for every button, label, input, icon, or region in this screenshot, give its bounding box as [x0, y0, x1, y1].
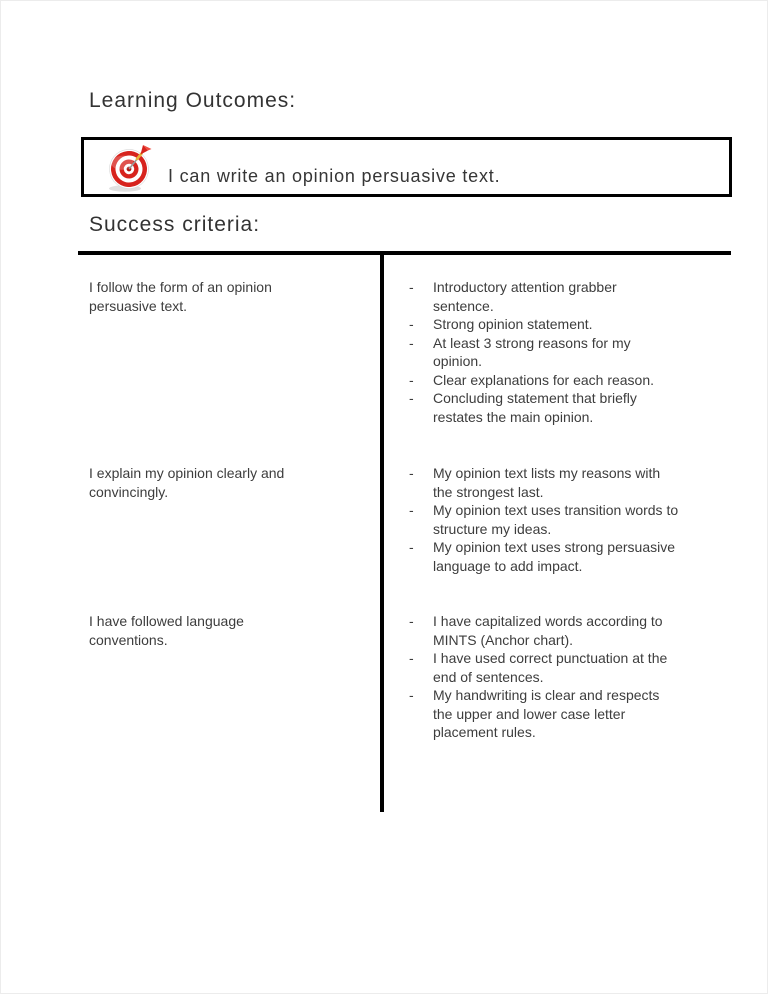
detail-text: My opinion text lists my reasons with the strongest last. — [433, 465, 661, 500]
list-item — [409, 538, 731, 575]
list-item — [409, 464, 731, 501]
criterion-cell — [78, 255, 380, 315]
dash-bullet: - — [409, 334, 414, 351]
details-cell — [380, 612, 731, 742]
detail-text: Strong opinion statement. — [433, 316, 593, 332]
list-item — [409, 501, 731, 538]
detail-text: Clear explanations for each reason. — [433, 371, 655, 388]
list-item — [409, 371, 731, 390]
dash-bullet: - — [409, 316, 414, 332]
criterion-text: I explain my opinion clearly and convincingly. — [89, 465, 285, 500]
dash-bullet: - — [409, 390, 414, 406]
learning-outcomes-heading: Learning Outcomes: — [89, 89, 297, 112]
list-item — [409, 389, 731, 426]
details-list — [380, 612, 731, 742]
dash-bullet: - — [409, 613, 414, 629]
target-dart-icon — [105, 141, 155, 192]
list-item — [409, 686, 731, 742]
dash-bullet: - — [409, 371, 414, 388]
detail-text: Introductory attention grabber sentence. — [433, 279, 617, 314]
details-cell — [380, 255, 731, 426]
list-item — [409, 649, 731, 686]
criterion-text: I have followed language conventions. — [89, 613, 244, 648]
list-item — [409, 334, 731, 371]
dash-bullet: - — [409, 650, 414, 666]
detail-text: I have capitalized words according to MINTS (Anchor chart). — [433, 613, 663, 648]
learning-outcome-box — [81, 137, 732, 197]
criterion-cell — [78, 464, 380, 501]
list-item — [409, 315, 731, 334]
dash-bullet: - — [409, 279, 414, 295]
dash-bullet: - — [409, 465, 414, 481]
details-list — [380, 464, 731, 575]
detail-text: I have used correct punctuation at the end of sentences. — [433, 650, 668, 685]
detail-text: My handwriting is clear and respects the upper and lower case letter placement rules. — [433, 687, 660, 740]
detail-text: At least 3 strong reasons for my opinion. — [433, 334, 631, 369]
list-item — [409, 612, 731, 649]
dash-bullet: - — [409, 539, 414, 555]
details-list — [380, 278, 731, 426]
detail-text: Concluding statement that briefly restates the main opinion. — [433, 390, 637, 425]
table-column-divider — [380, 255, 384, 812]
criterion-text: I follow the form of an opinion persuasive text. — [89, 279, 272, 314]
success-criteria-heading: Success criteria: — [89, 213, 261, 236]
details-cell — [380, 464, 731, 575]
detail-text: My opinion text uses strong persuasive language to add impact. — [433, 539, 676, 574]
dash-bullet: - — [409, 687, 414, 703]
list-item — [409, 278, 731, 315]
detail-text: My opinion text uses transition words to structure my ideas. — [433, 502, 679, 537]
criteria-row-conventions — [78, 612, 731, 812]
criteria-row-explain — [78, 464, 731, 612]
outcome-statement: I can write an opinion persuasive text. — [168, 166, 501, 186]
success-criteria-table — [78, 251, 731, 812]
dash-bullet: - — [409, 502, 414, 518]
criteria-row-form — [78, 255, 731, 464]
criterion-cell — [78, 612, 380, 649]
